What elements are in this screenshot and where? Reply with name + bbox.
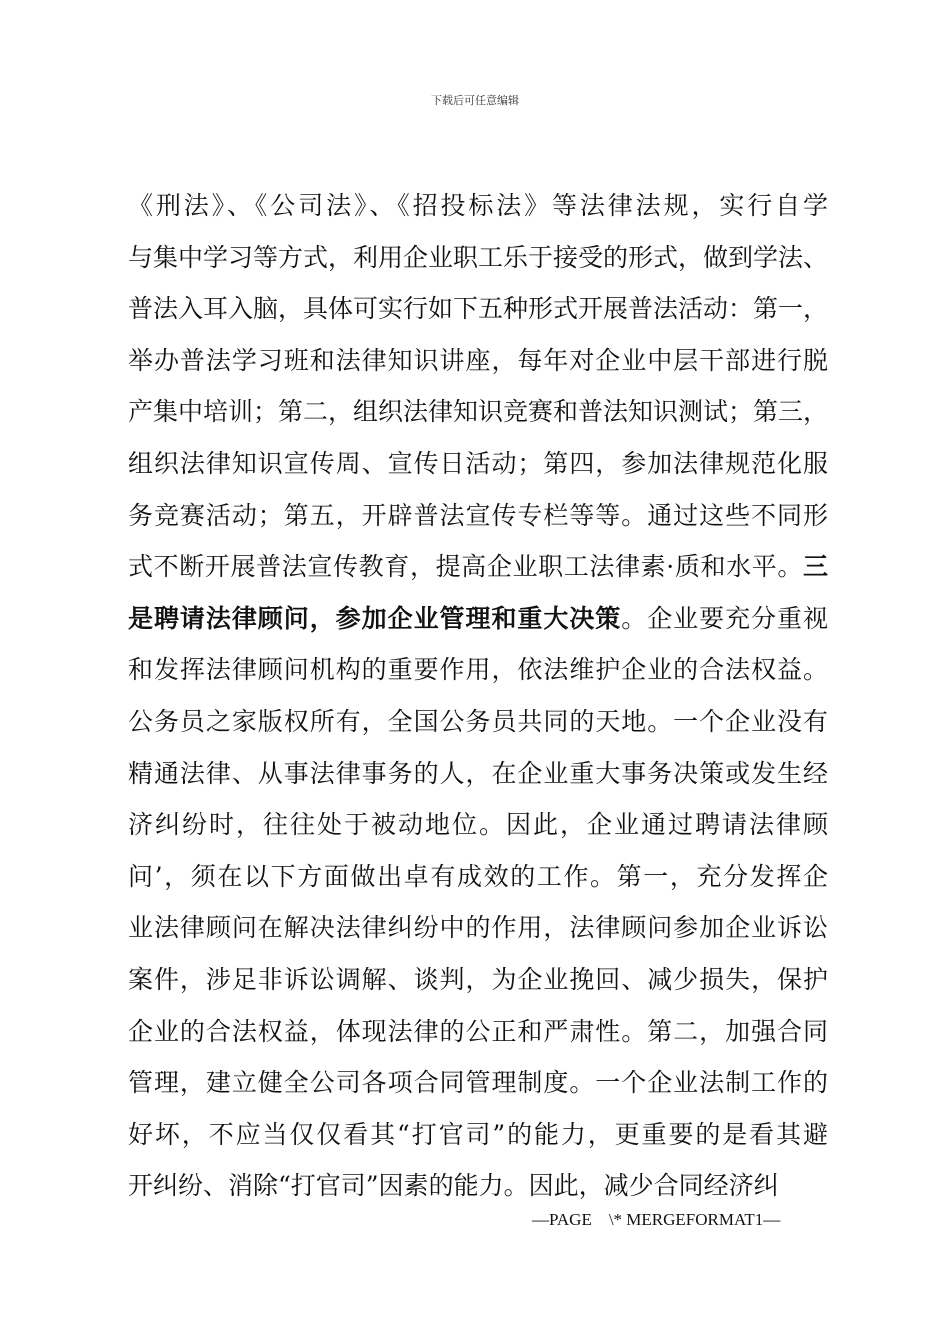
body-line-20: 开纠纷、消除“打官司”因素的能力。因此，减少合同经济纠 bbox=[128, 1171, 779, 1201]
body-line-9-text: 。企业要充分重视 bbox=[621, 603, 828, 633]
page-header: 下载后可任意编辑 bbox=[431, 94, 519, 107]
body-line-18: 管理，建立健全公司各项合同管理制度。一个企业法制工作的 bbox=[128, 1068, 828, 1098]
section-heading: 是聘请法律顾问，参加企业管理和重大决策 bbox=[128, 603, 622, 633]
body-line-8 bbox=[128, 541, 828, 593]
body-line-11: 公务员之家版权所有，全国公务员共同的天地。一个企业没有 bbox=[128, 706, 828, 736]
body-line-1: 《刑法》、《公司法》、《招投标法》等法律法规，实行自学 bbox=[128, 191, 828, 220]
body-line-8-text: 式不断开展普法宣传教育，提高企业职工法律素·质和水平。 bbox=[128, 552, 803, 582]
body-text bbox=[128, 180, 828, 1212]
body-line-7: 务竞赛活动；第五，开辟普法宣传专栏等等。通过这些不同形 bbox=[128, 500, 828, 530]
body-line-4: 举办普法学习班和法律知识讲座，每年对企业中层干部进行脱 bbox=[128, 345, 828, 375]
body-line-9 bbox=[128, 593, 828, 645]
body-line-14: 问’，须在以下方面做出卓有成效的工作。第一，充分发挥企 bbox=[128, 861, 828, 891]
body-line-17: 企业的合法权益，体现法律的公正和严肃性。第二，加强合同 bbox=[128, 1016, 828, 1046]
body-line-12: 精通法律、从事法律事务的人，在企业重大事务决策或发生经 bbox=[128, 758, 828, 788]
body-line-5: 产集中培训；第二，组织法律知识竞赛和普法知识测试；第三， bbox=[128, 397, 828, 427]
body-line-15: 业法律顾问在解决法律纠纷中的作用，法律顾问参加企业诉讼 bbox=[128, 913, 828, 943]
body-line-10: 和发挥法律顾问机构的重要作用，依法维护企业的合法权益。 bbox=[128, 655, 828, 685]
section-heading-start: 三 bbox=[802, 552, 828, 582]
body-line-19: 好坏，不应当仅仅看其“打官司”的能力，更重要的是看其避 bbox=[128, 1119, 828, 1149]
body-line-13: 济纠纷时，往往处于被动地位。因此，企业通过聘请法律顾 bbox=[128, 810, 828, 840]
body-line-2: 与集中学习等方式，利用企业职工乐于接受的形式，做到学法、 bbox=[128, 242, 828, 272]
page-footer: —PAGE \* MERGEFORMAT1— bbox=[532, 1210, 781, 1229]
body-line-6: 组织法律知识宣传周、宣传日活动；第四，参加法律规范化服 bbox=[128, 448, 828, 478]
body-line-16: 案件，涉足非诉讼调解、谈判，为企业挽回、减少损失，保护 bbox=[128, 964, 828, 994]
body-line-3: 普法入耳入脑，具体可实行如下五种形式开展普法活动：第一， bbox=[128, 294, 828, 324]
